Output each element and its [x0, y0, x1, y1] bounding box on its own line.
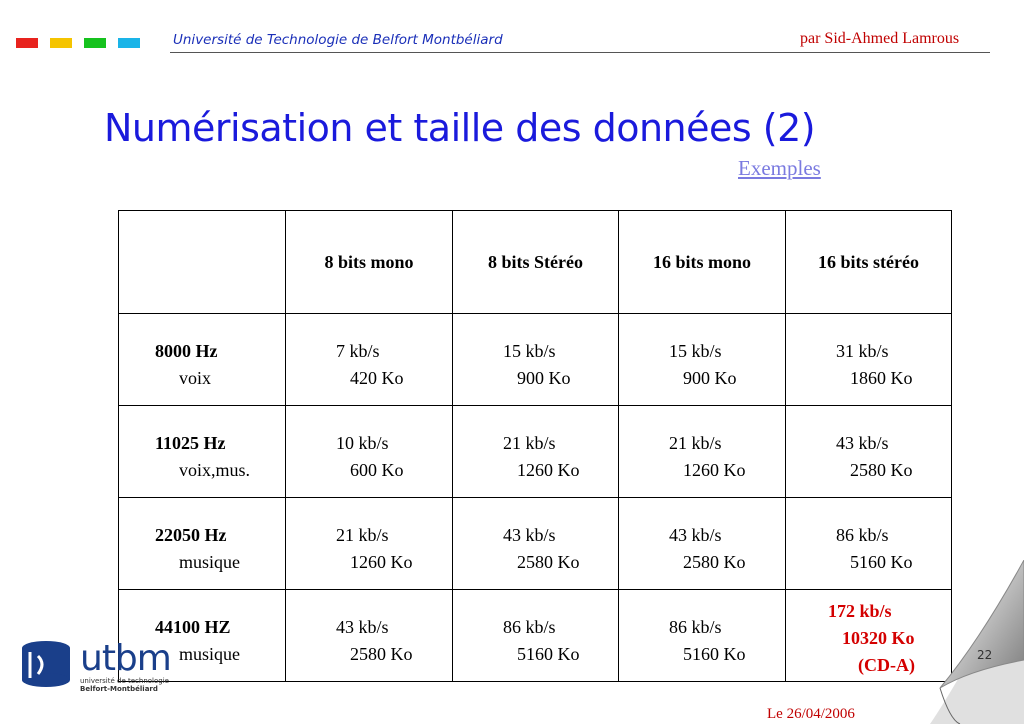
header-cell: 8 bits Stéréo — [453, 211, 619, 314]
table-cell: 43 kb/s 2580 Ko — [286, 590, 453, 682]
data-table — [118, 210, 952, 682]
cyan-square — [118, 38, 140, 48]
table-row — [119, 498, 952, 590]
header-cell: 16 bits mono — [619, 211, 786, 314]
logo-subtitle: université de technologie Belfort-Montbéliard — [80, 677, 169, 693]
table-row — [119, 590, 952, 682]
frequency: 44100 HZ — [155, 617, 231, 637]
header-cell-empty — [119, 211, 286, 314]
usage: voix,mus. — [179, 460, 251, 480]
color-squares — [16, 38, 152, 48]
examples-link[interactable]: Exemples — [738, 156, 821, 180]
table-header-row — [119, 211, 952, 314]
red-square — [16, 38, 38, 48]
table-cell: 15 kb/s 900 Ko — [619, 314, 786, 406]
table-cell: 43 kb/s 2580 Ko — [619, 498, 786, 590]
usage: musique — [179, 552, 240, 572]
table-cell: 86 kb/s 5160 Ko — [786, 498, 952, 590]
table-cell: 21 kb/s 1260 Ko — [619, 406, 786, 498]
table-cell: 15 kb/s 900 Ko — [453, 314, 619, 406]
table-cell: 43 kb/s 2580 Ko — [786, 406, 952, 498]
table-cell: 86 kb/s 5160 Ko — [619, 590, 786, 682]
usage: musique — [179, 644, 240, 664]
table-cell: 21 kb/s 1260 Ko — [453, 406, 619, 498]
logo-text: utbm — [80, 638, 171, 679]
header-cell: 16 bits stéréo — [786, 211, 952, 314]
frequency: 22050 Hz — [155, 525, 227, 545]
slide-title: Numérisation et taille des données (2) — [104, 106, 816, 150]
frequency: 8000 Hz — [155, 341, 218, 361]
header-cell: 8 bits mono — [286, 211, 453, 314]
green-square — [84, 38, 106, 48]
table-cell: 7 kb/s 420 Ko — [286, 314, 453, 406]
yellow-square — [50, 38, 72, 48]
author: par Sid-Ahmed Lamrous — [800, 30, 960, 47]
header-rule — [170, 52, 990, 53]
page-number: 22 — [977, 648, 993, 662]
usage: voix — [179, 368, 212, 388]
table-cell: 10 kb/s 600 Ko — [286, 406, 453, 498]
table-cell-highlight: 172 kb/s 10320 Ko (CD-A) — [786, 590, 952, 682]
university-name: Université de Technologie de Belfort Montbéliard — [173, 32, 503, 48]
freq-cell — [119, 498, 286, 590]
frequency: 11025 Hz — [155, 433, 226, 453]
table-cell: 86 kb/s 5160 Ko — [453, 590, 619, 682]
footer-date: Le 26/04/2006 — [767, 706, 855, 722]
freq-cell — [119, 314, 286, 406]
table-row — [119, 314, 952, 406]
table-row — [119, 406, 952, 498]
freq-cell — [119, 406, 286, 498]
table-cell: 31 kb/s 1860 Ko — [786, 314, 952, 406]
table-cell: 43 kb/s 2580 Ko — [453, 498, 619, 590]
table-cell: 21 kb/s 1260 Ko — [286, 498, 453, 590]
page-curl-icon — [890, 560, 1024, 724]
